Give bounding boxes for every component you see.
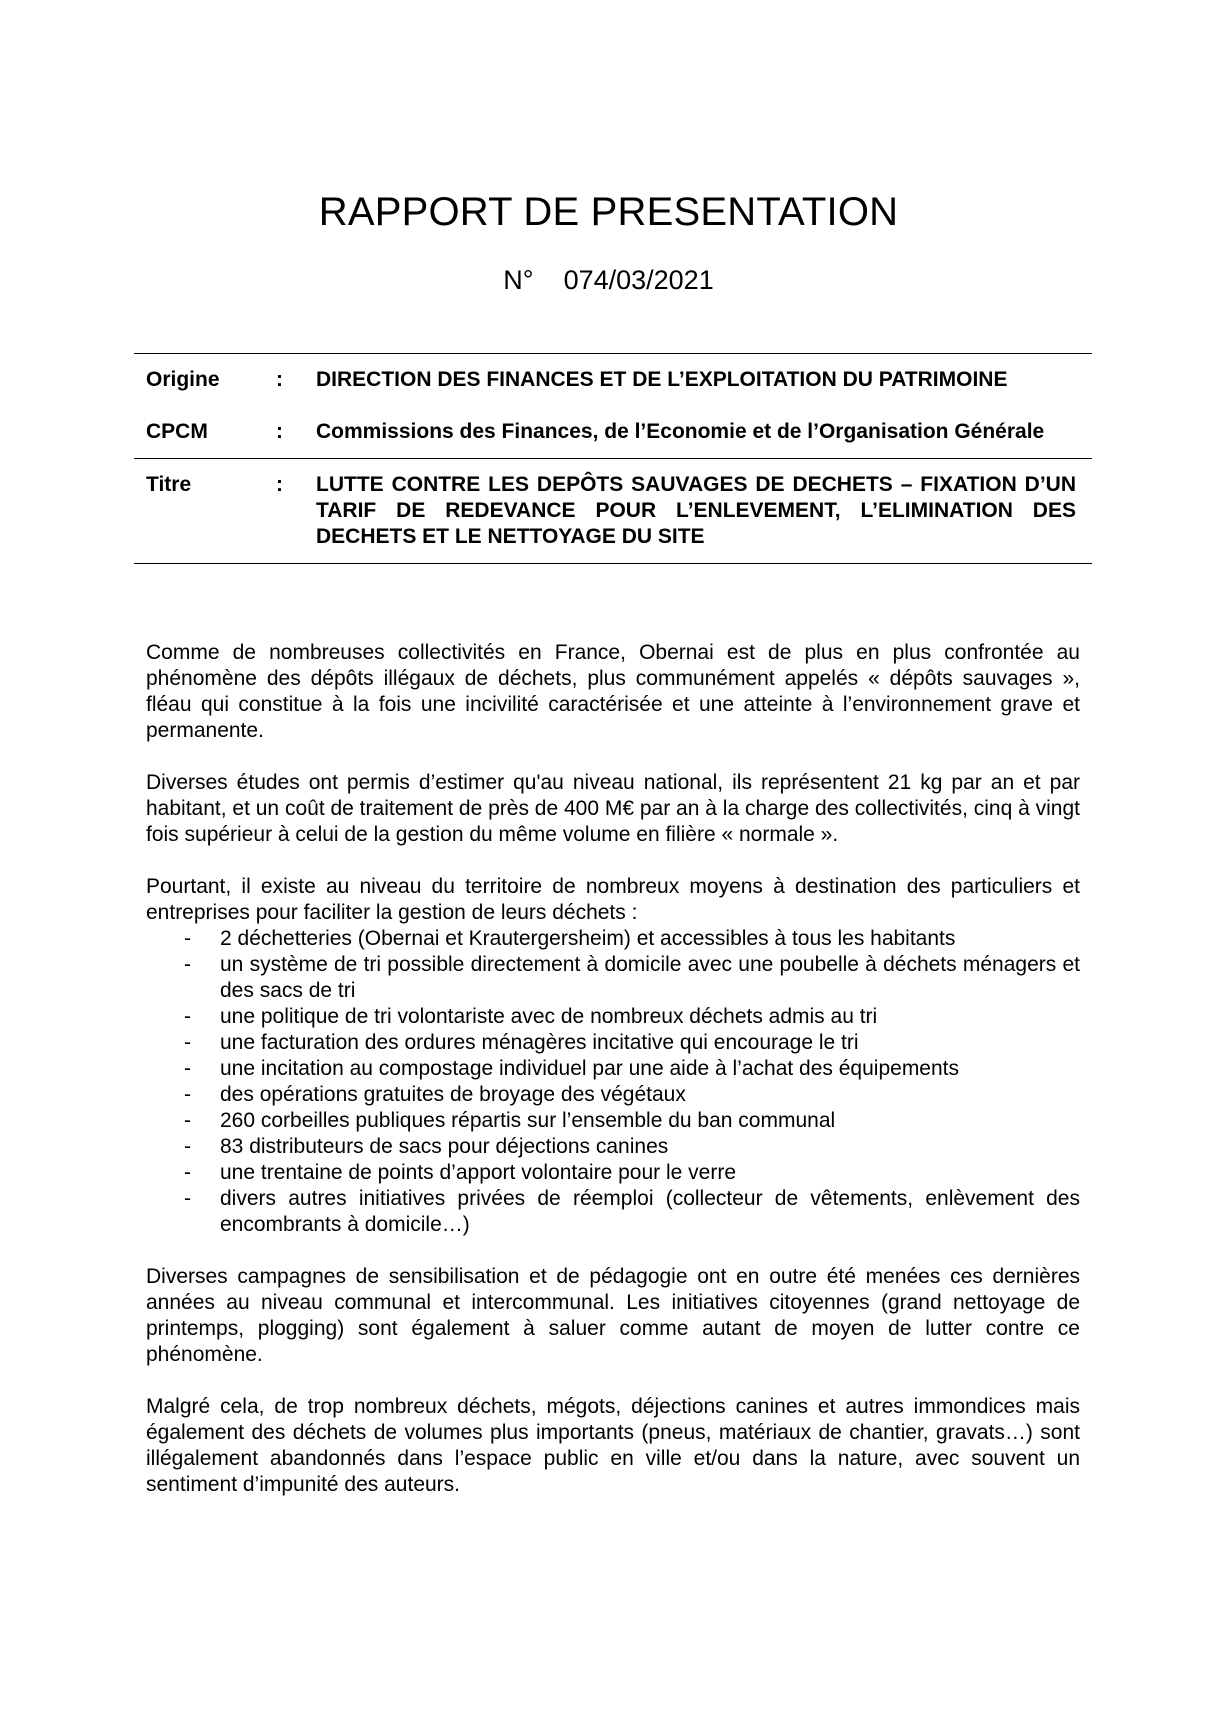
- dash-bullet: -: [184, 1031, 191, 1054]
- metadata-table: [134, 353, 1092, 564]
- dash-bullet: -: [184, 1161, 191, 1184]
- dash-bullet: -: [184, 1187, 191, 1210]
- dash-bullet: -: [184, 1083, 191, 1106]
- meta-row-origine: [134, 354, 1092, 399]
- measures-list: [146, 926, 1080, 1238]
- dash-bullet: -: [184, 953, 191, 976]
- paragraph: Diverses études ont permis d’estimer qu'au niveau national, ils représentent 21 kg par an et par habitant, et un coût de traitement de près de 400 M€ par an à la charge des collectivités, cinq à vingt fois supérieur à celui de la gestion du même volume en filière « normale ».: [146, 771, 1080, 846]
- dash-bullet: -: [184, 1057, 191, 1080]
- meta-value: LUTTE CONTRE LES DEPÔTS SAUVAGES DE DECHETS – FIXATION D’UN TARIF DE REDEVANCE POUR L’ENLEVEMENT, L’ELIMINATION DES DECHETS ET LE NETTOYAGE DU SITE: [316, 473, 1076, 548]
- list-item: - un système de tri possible directement à domicile avec une poubelle à déchets ménagers et des sacs de tri: [184, 953, 1080, 1002]
- document-number: [0, 265, 1217, 296]
- list-item: - divers autres initiatives privées de réemploi (collecteur de vêtements, enlèvement des encombrants à domicile…): [184, 1187, 1080, 1236]
- list-item: - une incitation au compostage individuel par une aide à l’achat des équipements: [184, 1057, 959, 1080]
- meta-row-cpcm: [134, 399, 1092, 459]
- dash-bullet: -: [184, 1005, 191, 1028]
- dash-bullet: -: [184, 927, 191, 950]
- list-item: - une trentaine de points d’apport volontaire pour le verre: [184, 1161, 736, 1184]
- paragraph: Malgré cela, de trop nombreux déchets, mégots, déjections canines et autres immondices mais également des déchets de volumes plus importants (pneus, matériaux de chantier, gravats…) sont illégalement abandonnés dans l’espace public en ville et/ou dans la nature, avec souvent un sentiment d’impunité des auteurs.: [146, 1395, 1080, 1496]
- meta-value: DIRECTION DES FINANCES ET DE L’EXPLOITATION DU PATRIMOINE: [316, 368, 1008, 391]
- list-item: - une politique de tri volontariste avec de nombreux déchets admis au tri: [184, 1005, 878, 1028]
- list-item: - 2 déchetteries (Obernai et Krautergersheim) et accessibles à tous les habitants: [184, 927, 956, 950]
- meta-label: Origine: [146, 368, 220, 391]
- list-item: - des opérations gratuites de broyage des végétaux: [184, 1083, 686, 1106]
- meta-label: Titre: [146, 473, 192, 496]
- meta-label: CPCM: [146, 420, 208, 443]
- dash-bullet: -: [184, 1109, 191, 1132]
- meta-row-titre: [134, 459, 1092, 564]
- meta-separator: :: [276, 473, 283, 496]
- paragraph: Diverses campagnes de sensibilisation et de pédagogie ont en outre été menées ces dernières années au niveau communal et intercommunal. Les initiatives citoyennes (grand nettoyage de printemps, plogging) sont également à saluer comme autant de moyen de lutter contre ce phénomène.: [146, 1265, 1080, 1366]
- paragraph: Pourtant, il existe au niveau du territoire de nombreux moyens à destination des particuliers et entreprises pour faciliter la gestion de leurs déchets :: [146, 875, 1080, 924]
- list-item: - 260 corbeilles publiques répartis sur l’ensemble du ban communal: [184, 1109, 836, 1132]
- number-prefix: N°: [503, 265, 534, 295]
- meta-value: Commissions des Finances, de l’Economie et de l’Organisation Générale: [316, 420, 1045, 443]
- dash-bullet: -: [184, 1135, 191, 1158]
- number-value: 074/03/2021: [563, 265, 714, 295]
- list-item: - 83 distributeurs de sacs pour déjections canines: [184, 1135, 669, 1158]
- meta-separator: :: [276, 420, 283, 443]
- document-body: [146, 640, 1080, 1524]
- document-title: RAPPORT DE PRESENTATION: [318, 190, 899, 234]
- meta-separator: :: [276, 368, 283, 391]
- paragraph: Comme de nombreuses collectivités en France, Obernai est de plus en plus confrontée au phénomène des dépôts illégaux de déchets, plus communément appelés « dépôts sauvages », fléau qui constitue à la fois une incivilité caractérisée et une atteinte à l’environnement grave et permanente.: [146, 641, 1080, 742]
- list-item: - une facturation des ordures ménagères incitative qui encourage le tri: [184, 1031, 859, 1054]
